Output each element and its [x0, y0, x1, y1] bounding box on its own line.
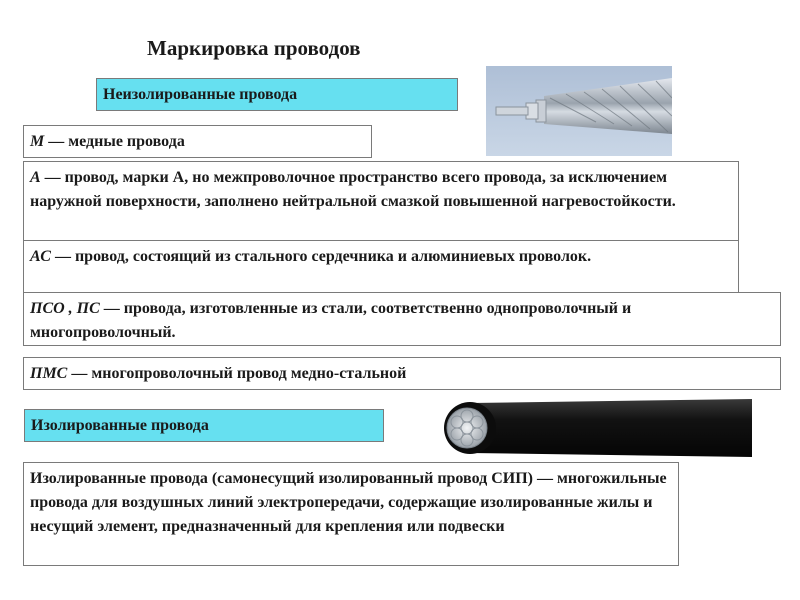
- item-code: ПМС: [30, 365, 68, 382]
- item-text: — провода, изготовленные из стали, соответственно однопроволочный и многопроволочный.: [30, 300, 632, 341]
- section-header-insulated-wires: Изолированные провода: [24, 409, 384, 442]
- description-text: Изолированные провода (самонесущий изолированный провод СИП) — многожильные провода для воздушных линий электропередачи, содержащие изолированные жилы и несущий элемент, предназначенный для крепления или подвески: [30, 470, 667, 535]
- item-code: М: [30, 133, 45, 150]
- section-header-bare-wires: Неизолированные провода: [96, 78, 458, 111]
- item-code: ПСО , ПС: [30, 300, 100, 317]
- item-a: [23, 161, 739, 241]
- item-pms: [23, 357, 781, 390]
- item-m: [23, 125, 372, 158]
- insulated-description: [23, 462, 679, 566]
- item-code: А: [30, 169, 41, 186]
- item-pso-ps: [23, 292, 781, 346]
- item-text: — многопроволочный провод медно-стальной: [67, 365, 407, 382]
- insulated-wire-photo: [422, 395, 752, 465]
- item-text: — провод, состоящий из стального сердечника и алюминиевых проволок.: [50, 248, 592, 265]
- bare-wire-photo: [486, 66, 672, 156]
- item-text: — провод, марки А, но межпроволочное пространство всего провода, за исключением наружной поверхности, заполнено нейтральной смазкой повышенной нагревостойкости.: [30, 169, 676, 210]
- page-title: Маркировка проводов: [147, 36, 361, 60]
- item-code: АС: [30, 248, 51, 265]
- item-ac: [23, 240, 739, 294]
- item-text: — медные провода: [44, 133, 185, 150]
